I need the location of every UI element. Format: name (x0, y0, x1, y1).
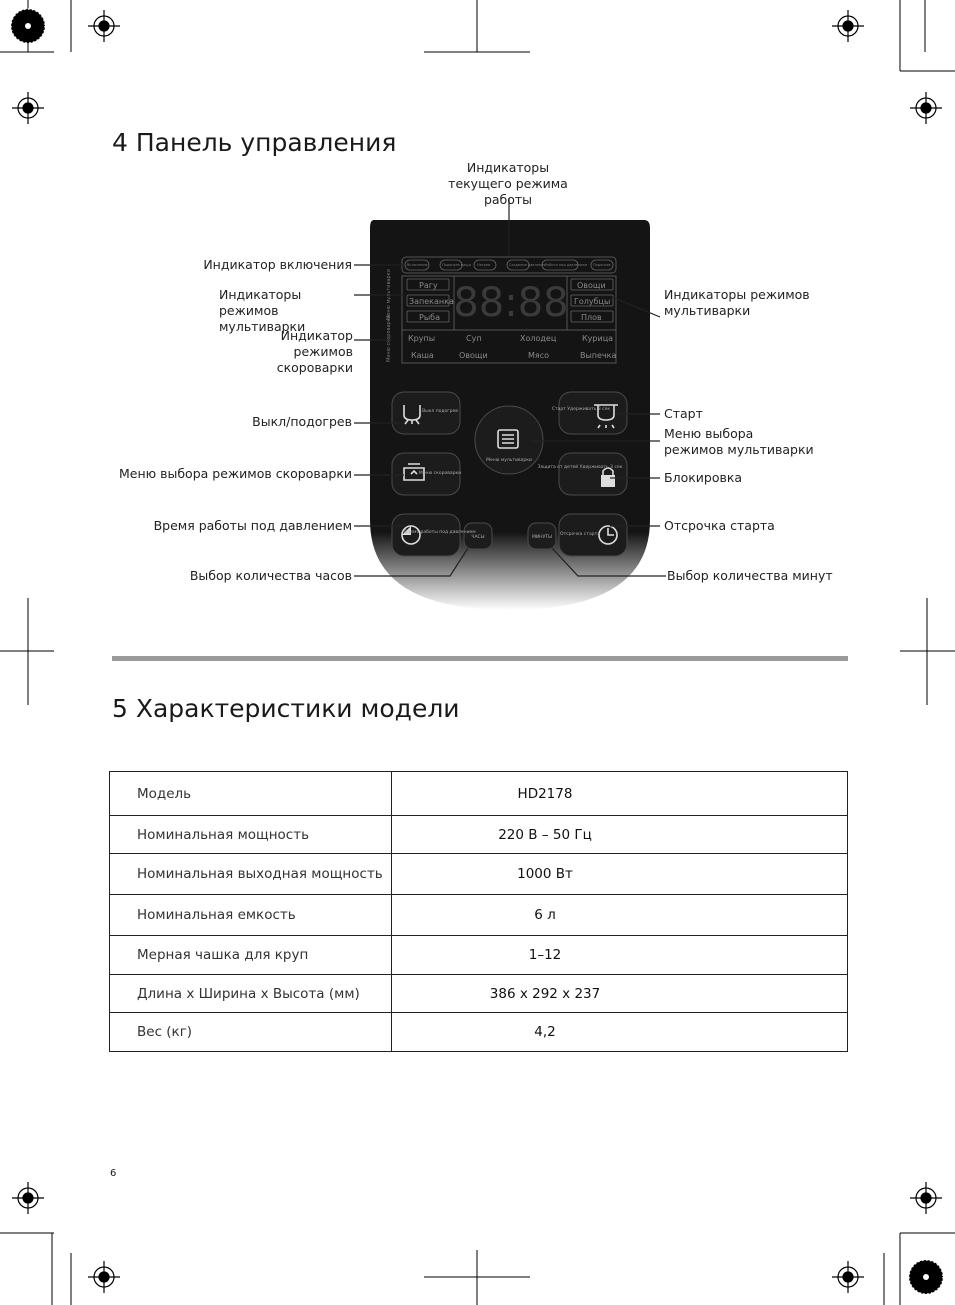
button-label: Меню скороварки (418, 471, 462, 476)
spec-label: Мерная чашка для круп (110, 936, 392, 975)
spec-label: Длина x Ширина x Высота (мм) (110, 975, 392, 1013)
pill-label: Нагрев (477, 263, 491, 267)
pressure-mode: Овощи (459, 351, 488, 360)
button-label: Меню мультиварки (486, 458, 532, 463)
table-row (110, 854, 848, 895)
table-row (110, 936, 848, 975)
table-row (110, 895, 848, 936)
multi-menu-vertical-label: Меню мультиварки (386, 269, 392, 320)
callout-pressure-indicator: Индикатор режимов скороварки (276, 328, 353, 375)
mode-label: Рыба (419, 313, 440, 322)
time-display: 88:88 (453, 280, 569, 326)
button-label: Время работы под давлением (404, 530, 476, 535)
pill-label: Подогрев пищи (442, 263, 471, 267)
callout-current-mode: Индикаторы текущего режима работы (448, 160, 568, 207)
spec-label: Номинальная мощность (110, 816, 392, 854)
section-divider (112, 656, 848, 661)
pill-label: Подогрев (593, 263, 611, 267)
spec-value: 1–12 (392, 936, 848, 975)
spec-value: 1000 Вт (392, 854, 848, 895)
spec-value: 386 x 292 x 237 (392, 975, 848, 1013)
callout-power-indicator: Индикатор включения (203, 257, 352, 272)
spec-value: 220 В – 50 Гц (392, 816, 848, 854)
pill-label: Создание давления (509, 263, 546, 267)
spec-label: Модель (110, 772, 392, 816)
callout-multicooker-right: Индикаторы режимов мультиварки (664, 287, 810, 318)
pill-label: Работа под давлением (545, 263, 588, 267)
callout-lock: Блокировка (664, 470, 743, 485)
spec-value: HD2178 (392, 772, 848, 816)
pressure-menu-vertical-label: Меню скороварки (386, 315, 392, 362)
spec-label: Вес (кг) (110, 1013, 392, 1052)
spec-label: Номинальная емкость (110, 895, 392, 936)
mode-label: Плов (581, 313, 602, 322)
pressure-mode: Каша (411, 351, 434, 360)
callout-delay-start: Отсрочка старта (664, 518, 775, 533)
callout-multicooker-left: Индикаторы режимов мультиварки (219, 287, 306, 334)
button-label: МИНУТЫ (531, 535, 553, 540)
section-4-title: 4 Панель управления (112, 128, 397, 157)
pill-label: Включение (407, 263, 428, 267)
spec-value: 6 л (392, 895, 848, 936)
spec-value: 4,2 (392, 1013, 848, 1052)
button-label: Выкл подогрев (422, 409, 458, 414)
callout-minutes-select: Выбор количества минут (667, 568, 833, 583)
button-label: Защита от детей Удерживать 3 сек (537, 465, 623, 470)
pressure-mode: Мясо (528, 351, 550, 360)
callout-off-warm: Выкл/подогрев (252, 414, 352, 429)
button-label: ЧАСЫ (471, 535, 485, 540)
table-row (110, 816, 848, 854)
mode-label: Рагу (419, 281, 438, 290)
callout-hours-select: Выбор количества часов (189, 568, 352, 583)
pressure-mode: Суп (466, 334, 482, 343)
pressure-mode: Выпечка (580, 351, 617, 360)
callout-multi-menu: Меню выбора режимов мультиварки (664, 426, 814, 457)
callout-pressure-menu: Меню выбора режимов скороварки (118, 466, 352, 481)
table-row (110, 1013, 848, 1052)
mode-label: Запеканка (409, 297, 454, 306)
specs-table (109, 771, 848, 1052)
table-row (110, 975, 848, 1013)
button-label: Отсрочка старта (560, 532, 600, 537)
callout-start: Старт (664, 406, 703, 421)
mode-label: Голубцы (574, 297, 611, 306)
table-row (110, 772, 848, 816)
spec-label: Номинальная выходная мощность (110, 854, 392, 895)
section-5-title: 5 Характеристики модели (112, 694, 460, 723)
page-number: 6 (110, 1168, 117, 1179)
pressure-mode: Холодец (520, 334, 557, 343)
pressure-mode: Крупы (408, 334, 436, 343)
callout-pressure-time: Время работы под давлением (153, 518, 352, 533)
button-label: Старт Удерживать 3 сек (551, 407, 611, 412)
mode-label: Овощи (577, 281, 606, 290)
pressure-mode: Курица (582, 334, 614, 343)
